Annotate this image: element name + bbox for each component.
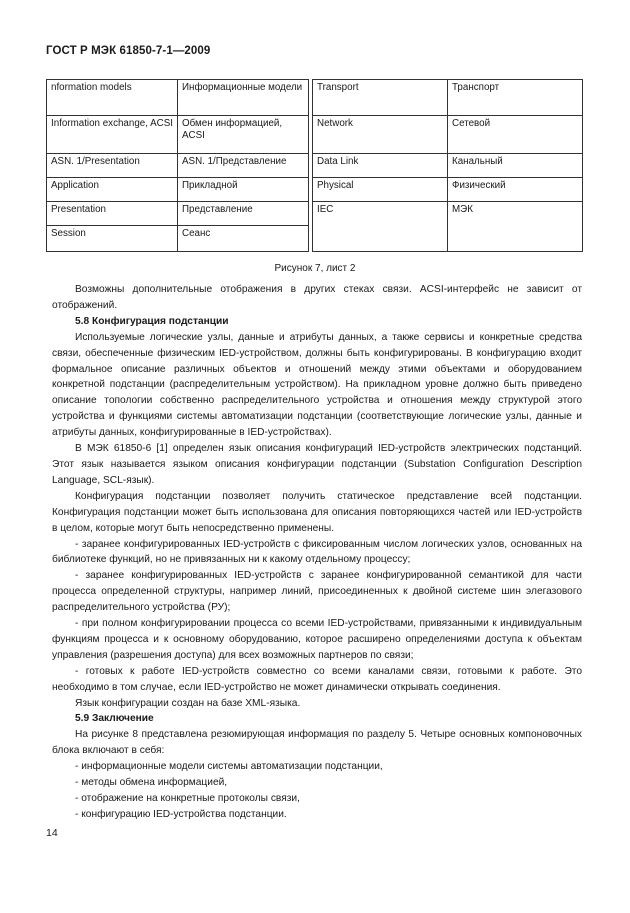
body-text	[52, 282, 582, 823]
list-item: - готовых к работе IED-устройств совместно со всеми каналами связи, готовыми к работе. Это необходимо в том случае, если IED-устройство не может динамически открывать соединения.	[52, 665, 582, 693]
section-heading: 5.9 Заключение	[75, 713, 154, 725]
table-cell: Обмен информацией, ACSI	[178, 116, 309, 154]
table-row	[47, 80, 583, 116]
table-cell: Транспорт	[448, 80, 583, 116]
table-cell: Information exchange, ACSI	[47, 116, 178, 154]
paragraph: Язык конфигурации создан на базе XML-языка.	[75, 697, 301, 709]
paragraph: Используемые логические узлы, данные и атрибуты данных, а также сервисы и конкретные средства связи, обеспеченные физическим IED-устройством, должны быть конфигурированы. В конфигурацию входит формальное описание различных объектов и отношений между этими объектами и оборудованием конкретной подстанции (распределительным устройством). На прикладном уровне должно быть приведено описание топологии собственно распределительного устройства и отношения между структурой этого устройства и функциями системы автоматизации подстанции (соответствующие логические узлы, данные и атрибуты данных, конфигурированные в IED-устройствах).	[52, 331, 582, 439]
table-cell: Application	[47, 178, 178, 202]
table-cell: IEC	[313, 202, 448, 252]
page-number: 14	[46, 827, 58, 839]
table-cell: Transport	[313, 80, 448, 116]
table-cell: Presentation	[47, 202, 178, 226]
table-cell: Data Link	[313, 154, 448, 178]
table-cell: Сеанс	[178, 226, 309, 252]
paragraph: В МЭК 61850-6 [1] определен язык описания конфигураций IED-устройств электрических подстанций. Этот язык называется языком описания конфигурации подстанции (Substation Configuration Description Language, SCL-язык).	[52, 443, 582, 486]
list-item: - заранее конфигурированных IED-устройств с заранее конфигурированной семантикой для части процесса определенной структуры, например линий, присоединенных к двойной системе шин элегазового распределительного устройства (РУ);	[52, 570, 582, 614]
list-item: - конфигурацию IED-устройства подстанции.	[75, 808, 287, 820]
table-row	[47, 202, 583, 226]
list-item: - при полном конфигурировании процесса со всеми IED-устройствами, привязанными к индивидуальным функциям процесса и к основному оборудованию, которое расширено определениями доступа к объектам управления (разрешения доступа) для всех возможных партнеров по связи;	[52, 618, 582, 661]
table-cell: Physical	[313, 178, 448, 202]
paragraph: Конфигурация подстанции позволяет получить статическое представление всей подстанции. Конфигурация подстанции может быть использована для описания повторяющихся частей или IED-устройств в целом, которые могут быть непосредственно применены.	[52, 490, 582, 534]
table-cell: Network	[313, 116, 448, 154]
table-cell: Прикладной	[178, 178, 309, 202]
table-cell: Информационные модели	[178, 80, 309, 116]
paragraph: На рисунке 8 представлена резюмирующая информация по разделу 5. Четыре основных компоновочных блока включают в себя:	[52, 729, 582, 757]
table-cell: ASN. 1/Presentation	[47, 154, 178, 178]
table-cell: Физический	[448, 178, 583, 202]
table-cell: МЭК	[448, 202, 583, 252]
table-cell: Сетевой	[448, 116, 583, 154]
table-cell: Session	[47, 226, 178, 252]
protocol-layer-table	[46, 79, 583, 252]
table-row	[47, 116, 583, 154]
table-row	[47, 154, 583, 178]
list-item: - методы обмена информацией,	[75, 777, 228, 789]
section-heading: 5.8 Конфигурация подстанции	[75, 315, 229, 327]
list-item: - информационные модели системы автоматизации подстанции,	[75, 761, 383, 773]
list-item: - заранее конфигурированных IED-устройств с фиксированным числом логических узлов, основанных на библиотеке функций, но не привязанных ни к какому отдельному процессу;	[52, 538, 582, 566]
list-item: - отображение на конкретные протоколы связи,	[75, 793, 300, 804]
paragraph: Возможны дополнительные отображения в других стеках связи. ACSI-интерфейс не зависит от отображений.	[52, 284, 582, 311]
table-cell: Представление	[178, 202, 309, 226]
table-row	[47, 178, 583, 202]
table-cell: ASN. 1/Представление	[178, 154, 309, 178]
table-cell: nformation models	[47, 80, 178, 116]
figure-caption: Рисунок 7, лист 2	[274, 263, 356, 274]
table-cell: Канальный	[448, 154, 583, 178]
document-header: ГОСТ Р МЭК 61850-7-1—2009	[46, 45, 211, 57]
